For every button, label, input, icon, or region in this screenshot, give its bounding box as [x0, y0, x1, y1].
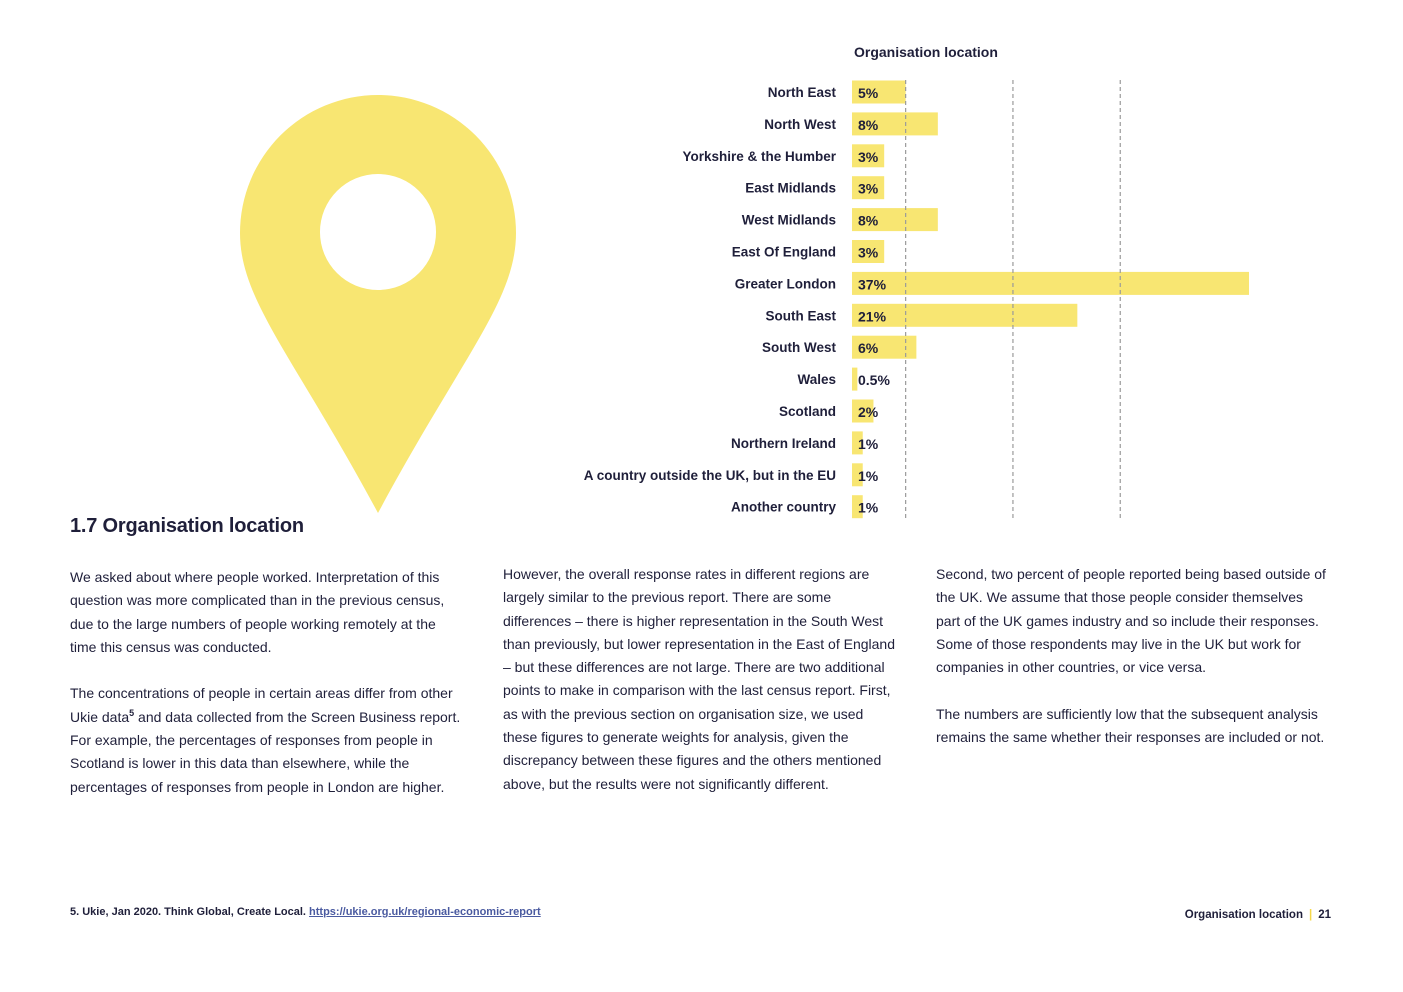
value-label: 8% [858, 116, 879, 133]
value-label: 8% [858, 212, 879, 229]
category-label: West Midlands [741, 212, 836, 228]
footnote-text: 5. Ukie, Jan 2020. Think Global, Create Local. [70, 906, 310, 918]
paragraph: However, the overall response rates in different regions are largely similar to the previous report. There are some differences – there is higher representation in the South West than previously, but lower representation in the East of England – but these differences are not large. There are two additional points to make in comparison with the last census report. First, as with the previous section on organisation size, we used these figures to generate weights for analysis, given the discrepancy between these figures and the others mentioned above, but the results were not significantly different. [503, 566, 895, 792]
footnote-reference[interactable]: 5 [129, 707, 135, 718]
value-label: 37% [858, 276, 887, 293]
text-column-3 [936, 563, 1331, 749]
location-pin-icon [238, 95, 518, 513]
page-footer [1185, 909, 1331, 921]
chart-title: Organisation location [854, 44, 998, 60]
category-label: Another country [730, 499, 836, 515]
footer-separator: | [1308, 909, 1313, 921]
value-label: 3% [858, 244, 879, 261]
category-label: South West [762, 340, 836, 356]
category-label: Scotland [778, 404, 836, 419]
organisation-location-chart [560, 76, 1320, 526]
category-label: Northern Ireland [730, 435, 836, 451]
category-label: North West [764, 116, 836, 132]
value-label: 3% [858, 180, 879, 197]
location-pin-shape [240, 95, 516, 513]
footnote [70, 906, 541, 918]
category-label: North East [767, 85, 836, 100]
page-number: 21 [1318, 909, 1331, 921]
paragraph-text: and data collected from the Screen Business report. For example, the percentages of responses from people in Scotland is lower in this data than elsewhere, while the percentages of responses from people in London are higher. [70, 708, 461, 795]
paragraph [70, 682, 465, 798]
value-label: 21% [858, 308, 887, 325]
footer-section-title: Organisation location [1184, 909, 1303, 921]
value-label: 1% [858, 467, 879, 484]
bar-greater-london [852, 272, 1249, 295]
value-label: 0.5% [858, 372, 890, 389]
value-label: 5% [858, 85, 879, 101]
value-label: 2% [858, 404, 879, 420]
category-label: Wales [797, 372, 836, 388]
bar-wales [852, 368, 857, 391]
value-label: 1% [858, 435, 879, 452]
value-label: 3% [858, 148, 879, 165]
category-label: East Midlands [745, 180, 836, 196]
paragraph: Second, two percent of people reported being based outside of the UK. We assume that those people consider themselves part of the UK games industry and so include their responses. Some of those respondents may live in the UK but work for companies in other countries, or vice versa. [936, 566, 1326, 676]
paragraph: We asked about where people worked. Interpretation of this question was more complicated than in the previous census, due to the large numbers of people working remotely at the time this census was conducted. [70, 569, 445, 655]
value-label: 6% [858, 340, 879, 357]
paragraph: The numbers are sufficiently low that the subsequent analysis remains the same whether their responses are included or not. [936, 705, 1325, 746]
category-label: Yorkshire & the Humber [682, 148, 836, 164]
section-heading: 1.7 Organisation location [70, 515, 304, 537]
category-label: Greater London [734, 276, 836, 292]
value-label: 1% [858, 499, 879, 516]
text-column-1 [70, 566, 465, 799]
footnote-link[interactable]: https://ukie.org.uk/regional-economic-report [309, 906, 541, 918]
category-label: A country outside the UK, but in the EU [583, 467, 836, 483]
text-column-2 [503, 563, 898, 796]
paragraph-text: The concentrations of people in certain areas differ from other Ukie data [70, 685, 453, 725]
category-label: South East [765, 308, 836, 324]
category-label: East Of England [731, 244, 836, 260]
